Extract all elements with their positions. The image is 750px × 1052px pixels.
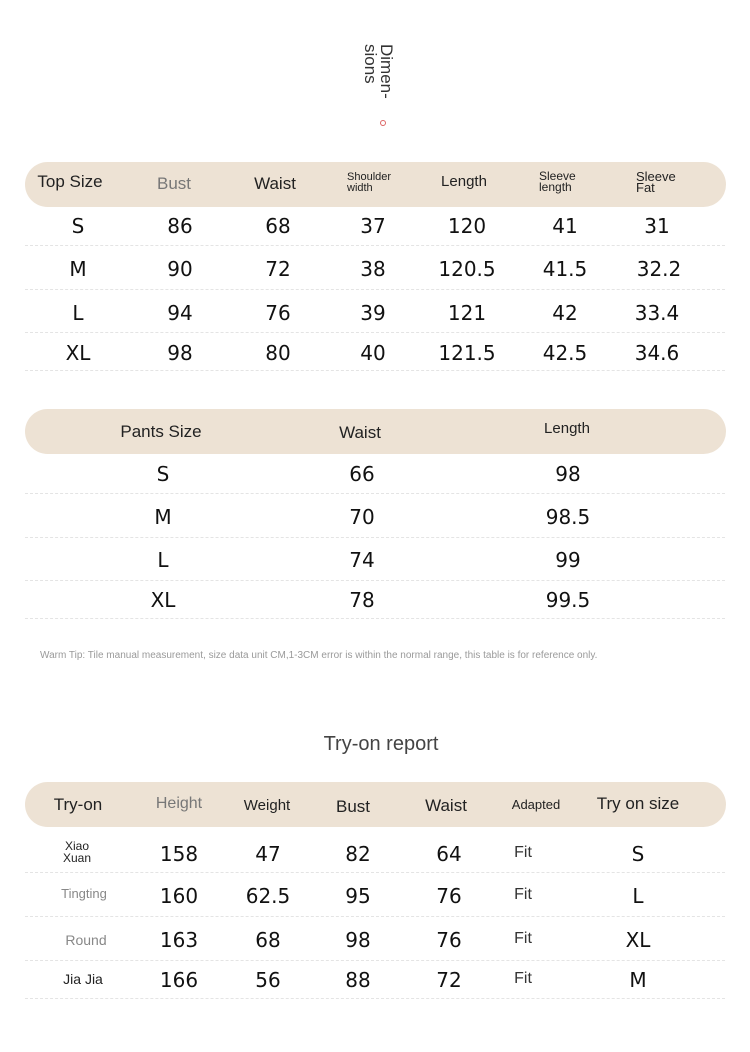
top-cell: 121.5 bbox=[438, 341, 496, 365]
top-cell: 41.5 bbox=[542, 257, 588, 281]
tryon-fit: Fit bbox=[514, 886, 532, 903]
dimensions-title: Dimen- sions bbox=[361, 44, 396, 99]
pants-cell: 74 bbox=[349, 548, 375, 572]
pants-cell: M bbox=[154, 505, 172, 529]
top-header-sleeve-length: Sleeve length bbox=[539, 169, 576, 194]
row-divider bbox=[25, 289, 725, 290]
tryon-cell: 76 bbox=[436, 928, 462, 952]
row-divider bbox=[25, 332, 725, 333]
pants-cell: 66 bbox=[349, 462, 375, 486]
pants-cell: L bbox=[157, 548, 169, 572]
top-cell: XL bbox=[65, 341, 91, 365]
top-cell: 121 bbox=[447, 301, 487, 325]
tryon-header-height: Height bbox=[155, 795, 203, 812]
tryon-cell: 56 bbox=[255, 968, 281, 992]
top-cell: 98 bbox=[167, 341, 193, 365]
row-divider bbox=[25, 245, 725, 246]
tryon-fit: Fit bbox=[514, 930, 532, 947]
row-divider bbox=[25, 618, 725, 619]
row-divider bbox=[25, 580, 725, 581]
pants-cell: 98.5 bbox=[545, 505, 591, 529]
top-cell: L bbox=[72, 301, 84, 325]
top-cell: 32.2 bbox=[636, 257, 682, 281]
top-header-bust: Bust bbox=[156, 174, 192, 193]
tryon-cell: 62.5 bbox=[245, 884, 291, 908]
top-cell: 40 bbox=[360, 341, 386, 365]
tryon-name: Tingting bbox=[61, 886, 107, 901]
tryon-title: Try-on report bbox=[323, 733, 439, 755]
pants-cell: 99 bbox=[555, 548, 581, 572]
top-cell: 39 bbox=[360, 301, 386, 325]
warm-tip-note: Warm Tip: Tile manual measurement, size data unit CM,1-3CM error is within the normal range, this table is for reference only. bbox=[40, 650, 598, 661]
top-header-size: Top Size bbox=[37, 172, 103, 191]
row-divider bbox=[25, 916, 725, 917]
tryon-cell: 47 bbox=[255, 842, 281, 866]
tryon-header-name: Try-on bbox=[53, 795, 103, 814]
tryon-cell: M bbox=[629, 968, 647, 992]
row-divider bbox=[25, 493, 725, 494]
top-cell: 38 bbox=[360, 257, 386, 281]
pants-header-waist: Waist bbox=[339, 423, 381, 442]
row-divider bbox=[25, 537, 725, 538]
tryon-cell: S bbox=[631, 842, 645, 866]
tryon-cell: 68 bbox=[255, 928, 281, 952]
pants-cell: S bbox=[156, 462, 170, 486]
tryon-cell: 98 bbox=[345, 928, 371, 952]
top-cell: 31 bbox=[644, 214, 670, 238]
pants-cell: 78 bbox=[349, 588, 375, 612]
row-divider bbox=[25, 872, 725, 873]
tryon-cell: 64 bbox=[436, 842, 462, 866]
top-cell: 34.6 bbox=[634, 341, 680, 365]
tryon-cell: 166 bbox=[159, 968, 199, 992]
tryon-name: Round bbox=[65, 932, 107, 948]
tryon-cell: 163 bbox=[159, 928, 199, 952]
top-header-shoulder: Shoulder width bbox=[347, 171, 392, 194]
tryon-fit: Fit bbox=[514, 970, 532, 987]
top-cell: S bbox=[71, 214, 85, 238]
tryon-fit: Fit bbox=[514, 844, 532, 861]
pants-cell: 99.5 bbox=[545, 588, 591, 612]
row-divider bbox=[25, 370, 725, 371]
top-cell: 41 bbox=[552, 214, 578, 238]
top-cell: 42 bbox=[552, 301, 578, 325]
top-cell: 94 bbox=[167, 301, 193, 325]
tryon-cell: 158 bbox=[159, 842, 199, 866]
tryon-header-adapted: Adapted bbox=[511, 797, 561, 812]
tryon-cell: 76 bbox=[436, 884, 462, 908]
top-cell: 120 bbox=[447, 214, 487, 238]
pants-header-length: Length bbox=[544, 420, 590, 437]
top-cell: 120.5 bbox=[438, 257, 496, 281]
row-divider bbox=[25, 960, 725, 961]
top-cell: 68 bbox=[265, 214, 291, 238]
top-cell: 80 bbox=[265, 341, 291, 365]
top-cell: 76 bbox=[265, 301, 291, 325]
pants-cell: 70 bbox=[349, 505, 375, 529]
tryon-cell: XL bbox=[625, 928, 651, 952]
top-cell: M bbox=[69, 257, 87, 281]
tryon-cell: 160 bbox=[159, 884, 199, 908]
top-cell: 42.5 bbox=[542, 341, 588, 365]
tryon-cell: 95 bbox=[345, 884, 371, 908]
pants-cell: 98 bbox=[555, 462, 581, 486]
top-cell: 37 bbox=[360, 214, 386, 238]
pants-header-size: Pants Size bbox=[120, 422, 202, 441]
top-cell: 90 bbox=[167, 257, 193, 281]
tryon-header-weight: Weight bbox=[243, 797, 291, 814]
top-cell: 86 bbox=[167, 214, 193, 238]
tryon-header-bust: Bust bbox=[335, 797, 371, 816]
top-cell: 33.4 bbox=[634, 301, 680, 325]
tryon-name: Jia Jia bbox=[63, 971, 103, 987]
top-header-waist: Waist bbox=[254, 174, 296, 193]
tryon-header-waist: Waist bbox=[425, 796, 467, 815]
tryon-cell: 82 bbox=[345, 842, 371, 866]
row-divider bbox=[25, 998, 725, 999]
tryon-name: Xiao Xuan bbox=[62, 839, 92, 865]
decorative-dot-icon bbox=[380, 120, 386, 126]
pants-cell: XL bbox=[150, 588, 176, 612]
tryon-cell: 72 bbox=[436, 968, 462, 992]
top-header-sleeve-fat: Sleeve Fat bbox=[636, 169, 676, 195]
tryon-cell: 88 bbox=[345, 968, 371, 992]
top-header-length: Length bbox=[441, 173, 487, 190]
top-cell: 72 bbox=[265, 257, 291, 281]
tryon-header-size: Try on size bbox=[596, 794, 680, 813]
tryon-cell: L bbox=[632, 884, 644, 908]
